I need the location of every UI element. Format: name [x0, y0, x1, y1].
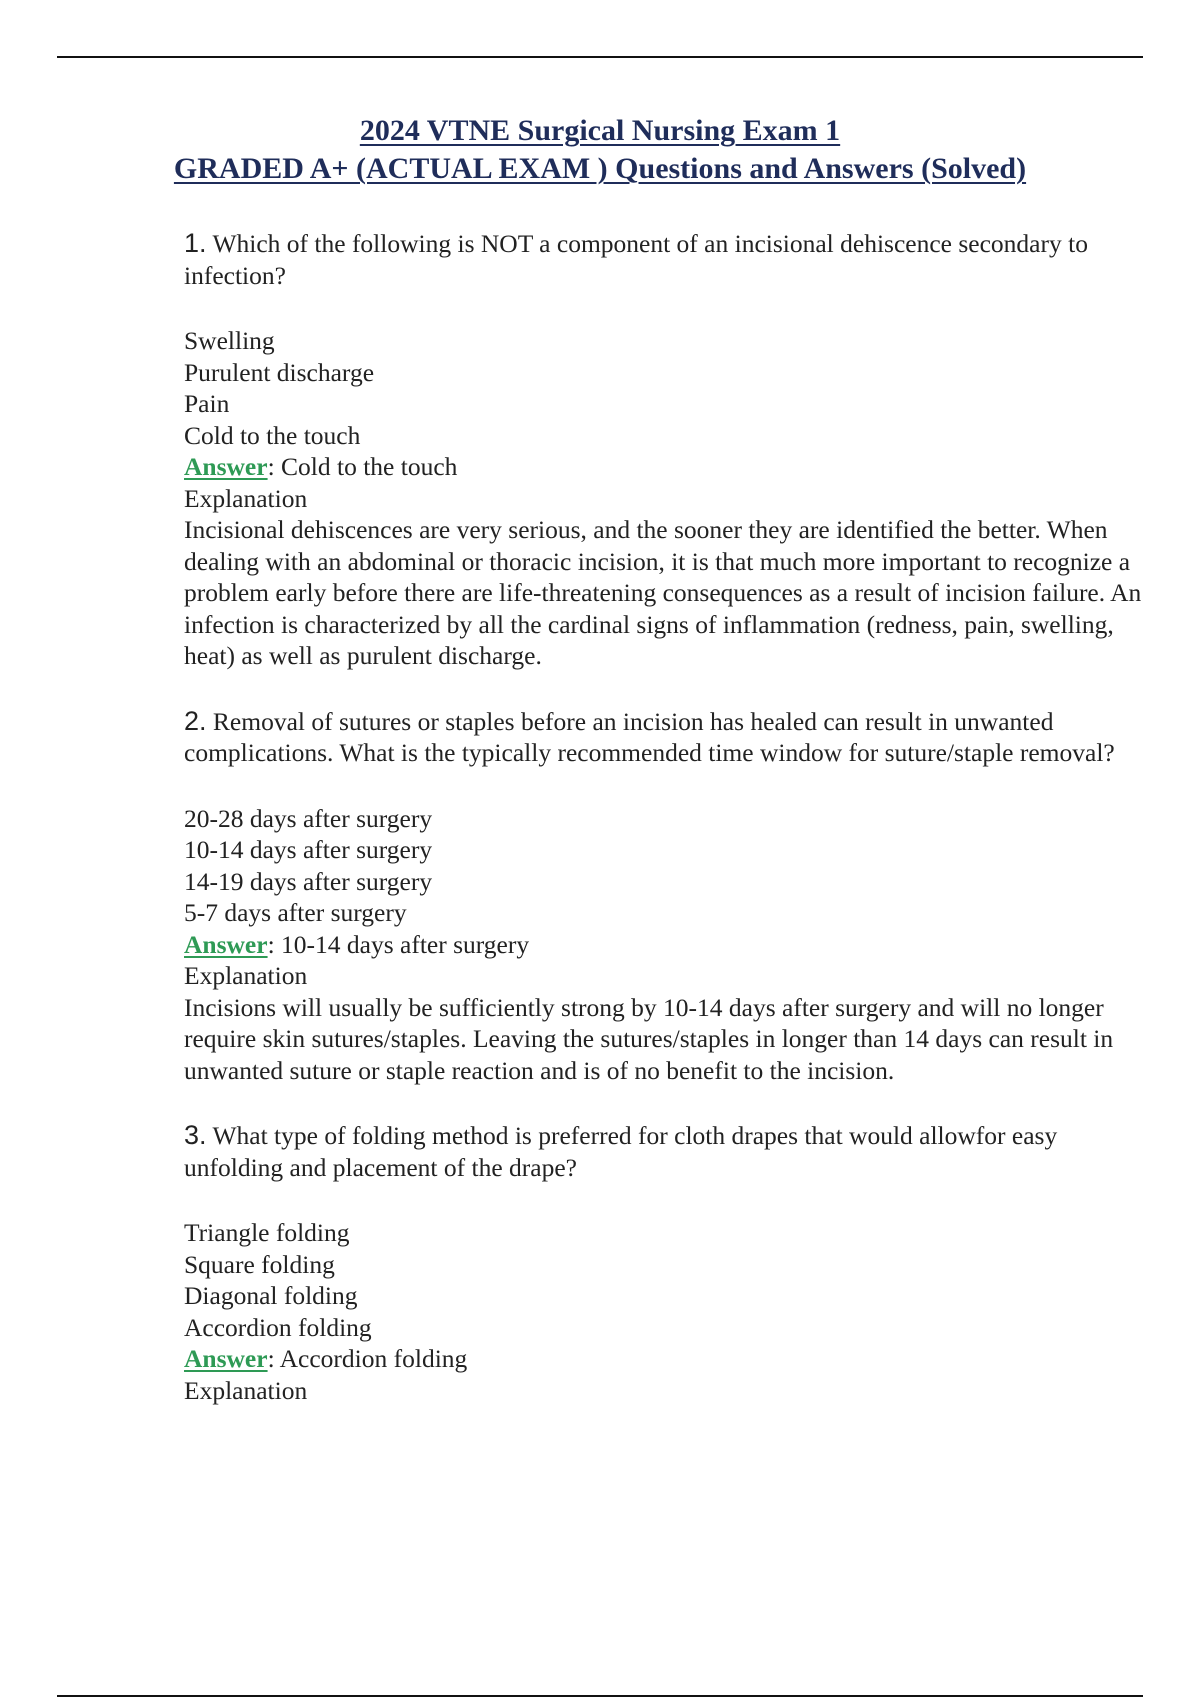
- top-divider: [57, 56, 1143, 58]
- question-text: Removal of sutures or staples before an incision has healed can result in unwanted complications. What is the typically recommended time window for suture/staple removal?: [184, 706, 1115, 767]
- question-stem: [184, 1120, 1144, 1183]
- option: Swelling: [184, 326, 275, 355]
- option: Accordion folding: [184, 1312, 372, 1342]
- option: 5-7 days after surgery: [184, 898, 407, 927]
- answer-label: Answer: [184, 929, 268, 959]
- question-number: 1.: [184, 228, 207, 258]
- explanation-heading: Explanation: [184, 961, 308, 990]
- option: 14-19 days after surgery: [184, 866, 433, 896]
- explanation-heading: Explanation: [184, 483, 308, 513]
- question-stem: [184, 228, 1144, 291]
- option: 10-14 days after surgery: [184, 835, 433, 864]
- option-list: [184, 325, 1144, 451]
- title-line-2: GRADED A+ (ACTUAL EXAM ) Questions and Answers (Solved): [173, 152, 1027, 185]
- option: Diagonal folding: [184, 1281, 358, 1310]
- question-2: [184, 706, 1144, 1087]
- option: Triangle folding: [184, 1218, 350, 1247]
- option: Pain: [184, 389, 230, 418]
- answer-value: : Cold to the touch: [267, 452, 458, 481]
- document-body: [184, 228, 1144, 1440]
- answer-value: : 10-14 days after surgery: [267, 929, 530, 959]
- question-3: [184, 1120, 1144, 1406]
- option-list: [184, 803, 1144, 929]
- answer-line: [184, 451, 1144, 483]
- document-title: [0, 112, 1200, 188]
- title-line-1: 2024 VTNE Surgical Nursing Exam 1: [359, 114, 841, 147]
- option: Cold to the touch: [184, 420, 361, 450]
- option: Square folding: [184, 1249, 335, 1279]
- option: Purulent discharge: [184, 357, 375, 387]
- answer-label: Answer: [184, 1344, 268, 1373]
- option: 20-28 days after surgery: [184, 803, 433, 833]
- answer-label: Answer: [184, 452, 268, 481]
- question-text: Which of the following is NOT a component of an incisional dehiscence secondary to infection?: [184, 229, 1088, 290]
- explanation-heading: Explanation: [184, 1375, 308, 1405]
- question-number: 3.: [184, 1120, 207, 1150]
- question-text: What type of folding method is preferred for cloth drapes that would allowfor easy unfolding and placement of the drape?: [184, 1121, 1058, 1182]
- answer-line: [184, 929, 1144, 961]
- question-1: [184, 228, 1144, 672]
- bottom-divider: [57, 1695, 1143, 1697]
- option-list: [184, 1217, 1144, 1343]
- explanation-text: Incisions will usually be sufficiently strong by 10-14 days after surgery and will no longer require skin sutures/staples. Leaving the sutures/staples in longer than 14 days can result in unwanted suture or staple reaction and is of no benefit to the incision.: [184, 992, 1114, 1085]
- answer-value: : Accordion folding: [267, 1344, 468, 1373]
- answer-line: [184, 1343, 1144, 1375]
- question-stem: [184, 706, 1144, 769]
- question-number: 2.: [184, 705, 207, 736]
- explanation-text: Incisional dehiscences are very serious, and the sooner they are identified the better. When dealing with an abdominal or thoracic incision, it is that much more important to recognize a problem early before there are life-threatening consequences as a result of incision failure. An infection is characterized by all the cardinal signs of inflammation (redness, pain, swelling, heat) as well as purulent discharge.: [184, 515, 1142, 670]
